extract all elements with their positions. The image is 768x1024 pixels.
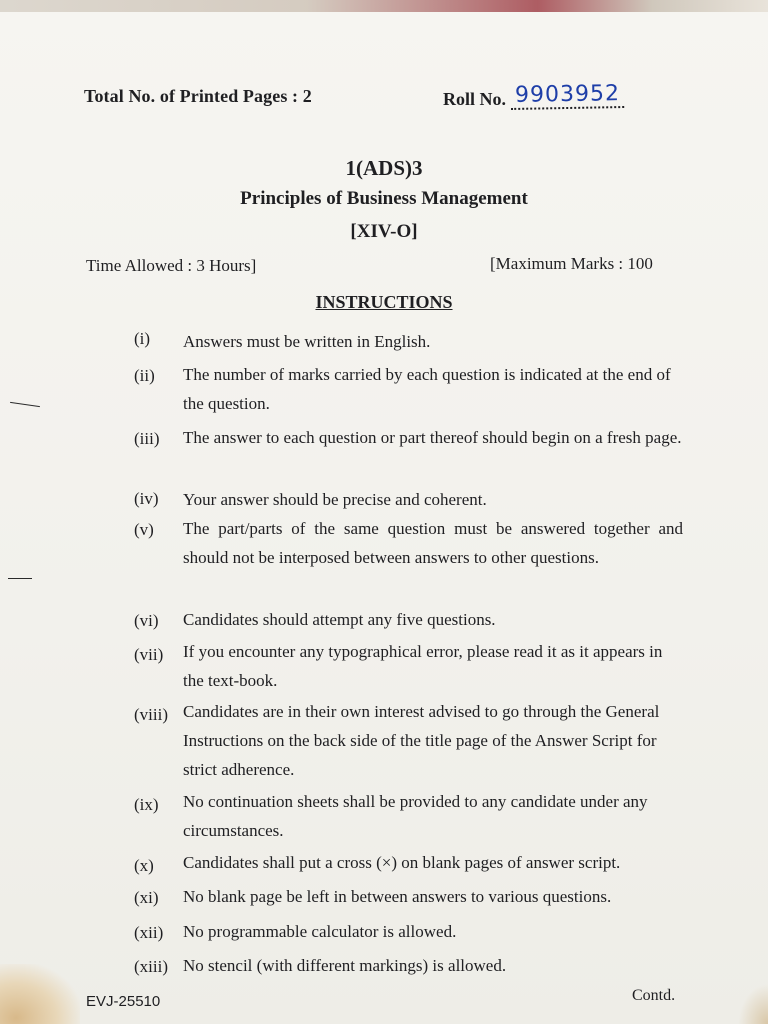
pen-mark [8,578,32,579]
instruction-number: (ii) [134,366,155,385]
instruction-number: (xiii) [134,957,168,976]
pen-mark [10,402,40,407]
instruction-text: If you encounter any typographical error, please read it as it appears in the text-book. [183,642,663,690]
instruction-text: No continuation sheets shall be provided to any candidate under any circumstances. [183,792,648,840]
instruction-text: The answer to each question or part thereof should begin on a fresh page. [183,428,682,447]
instruction-number: (v) [134,520,154,539]
instruction-text: Candidates shall put a cross (×) on blank pages of answer script. [183,853,621,872]
paper-code: 1(ADS)3 [345,156,423,180]
maximum-marks: [Maximum Marks : 100 [490,254,653,273]
instruction-number: (x) [134,856,154,875]
paper-serial-code: EVJ-25510 [86,993,161,1010]
instruction-text: No blank page be left in between answers to various questions. [183,887,612,906]
instruction-text: The part/parts of the same question must be answered together and should not be interposed between answers to other questions. [183,519,683,567]
paper-group: [XIV-O] [350,221,418,242]
instruction-text: Candidates are in their own interest advised to go through the General Instructions on the back side of the title page of the Answer Script for strict adherence. [183,702,660,779]
instruction-number: (iv) [134,489,159,508]
instruction-text: Your answer should be precise and coherent. [183,490,487,509]
time-allowed: Time Allowed : 3 Hours] [86,256,257,275]
roll-label: Roll No. [443,89,506,109]
instruction-number: (ix) [134,795,159,814]
roll-value-handwritten: 9903952 [510,81,623,110]
paper-edge-shadow [738,984,768,1024]
instruction-text: The number of marks carried by each question is indicated at the end of the question. [183,365,671,413]
top-edge-strip [0,0,768,12]
instruction-number: (xi) [134,888,159,907]
instruction-number: (iii) [134,429,160,448]
instruction-number: (vii) [134,645,164,664]
continued-note: Contd. [632,987,676,1004]
instruction-text: No stencil (with different markings) is allowed. [183,956,507,975]
roll-number [443,81,623,113]
instructions-title: INSTRUCTIONS [315,292,453,312]
instruction-number: (viii) [134,705,168,724]
subject-title: Principles of Business Management [240,188,528,209]
instruction-text: No programmable calculator is allowed. [183,922,457,941]
instruction-number: (vi) [134,611,159,630]
total-pages: Total No. of Printed Pages : 2 [84,86,312,106]
instruction-text: Answers must be written in English. [183,332,431,351]
instruction-text: Candidates should attempt any five questions. [183,610,496,629]
paper-stain [0,964,80,1024]
instruction-number: (xii) [134,923,164,942]
instruction-number: (i) [134,329,151,348]
